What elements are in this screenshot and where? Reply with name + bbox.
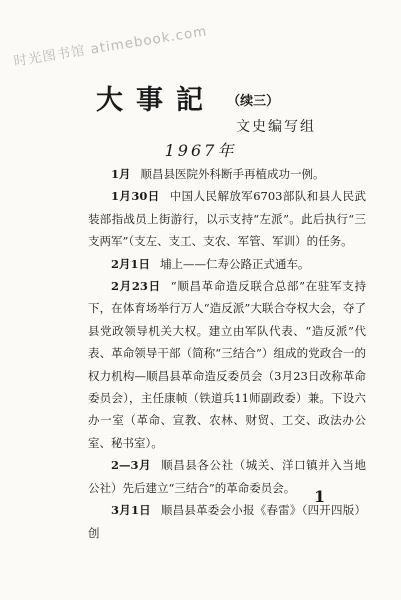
watermark: 时光图书馆 atimebook.com (12, 23, 209, 70)
entry-date: 2月1日 (111, 256, 151, 271)
year-heading: 1967年 (164, 141, 237, 160)
entry-text: 顺昌县各公社（城关、洋口镇并入当地公社）先后建立“三结合”的革命委员会。 (88, 458, 366, 495)
author: 文史编写组 (236, 119, 316, 135)
entry-text: 顺昌县革委会小报《春雷》（四开四版）创 (88, 503, 366, 540)
title-continuation: （续三） (227, 94, 280, 109)
page-number: 1 (314, 487, 326, 506)
entry (88, 185, 366, 252)
entry (88, 163, 366, 185)
entry (88, 275, 366, 454)
entry-date: 1月 (111, 167, 131, 181)
entry-text: 顺昌县医院外科断手再植成功一例。 (140, 167, 325, 181)
entry (88, 253, 366, 275)
entry-date: 1月30日 (111, 189, 160, 204)
page-title: 大事記 (96, 85, 216, 116)
entry-text: 中国人民解放军6703部队和县人民武装部指战员上街游行，以示支持“左派”。此后执行“三支两军”（支左、支工、支农、军管、军训）的任务。 (88, 189, 367, 249)
entry-date: 2月23日 (111, 279, 161, 294)
entry-text: 埔上——仁寿公路正式通车。 (160, 256, 310, 271)
title-block (96, 78, 279, 117)
entry-date: 2—3月 (111, 458, 152, 473)
entry-text: “顺昌革命造反联合总部”在驻军支持下，在体育场举行万人“造反派”大联合夺权大会，夺了县党政领导机关大权。建立由军队代表、“造反派”代表、革命领导干部（简称“三结合”）组成的党政合一的权力机构—顺昌县革命造反委员会（3月23日改称革命委员会），主任康帧（铁道兵11师副政委）兼。下设六办一室（革命、宣教、农林、财贸、工交、政法办公室、秘书室）。 (88, 279, 366, 450)
entry-date: 3月1日 (111, 503, 151, 518)
